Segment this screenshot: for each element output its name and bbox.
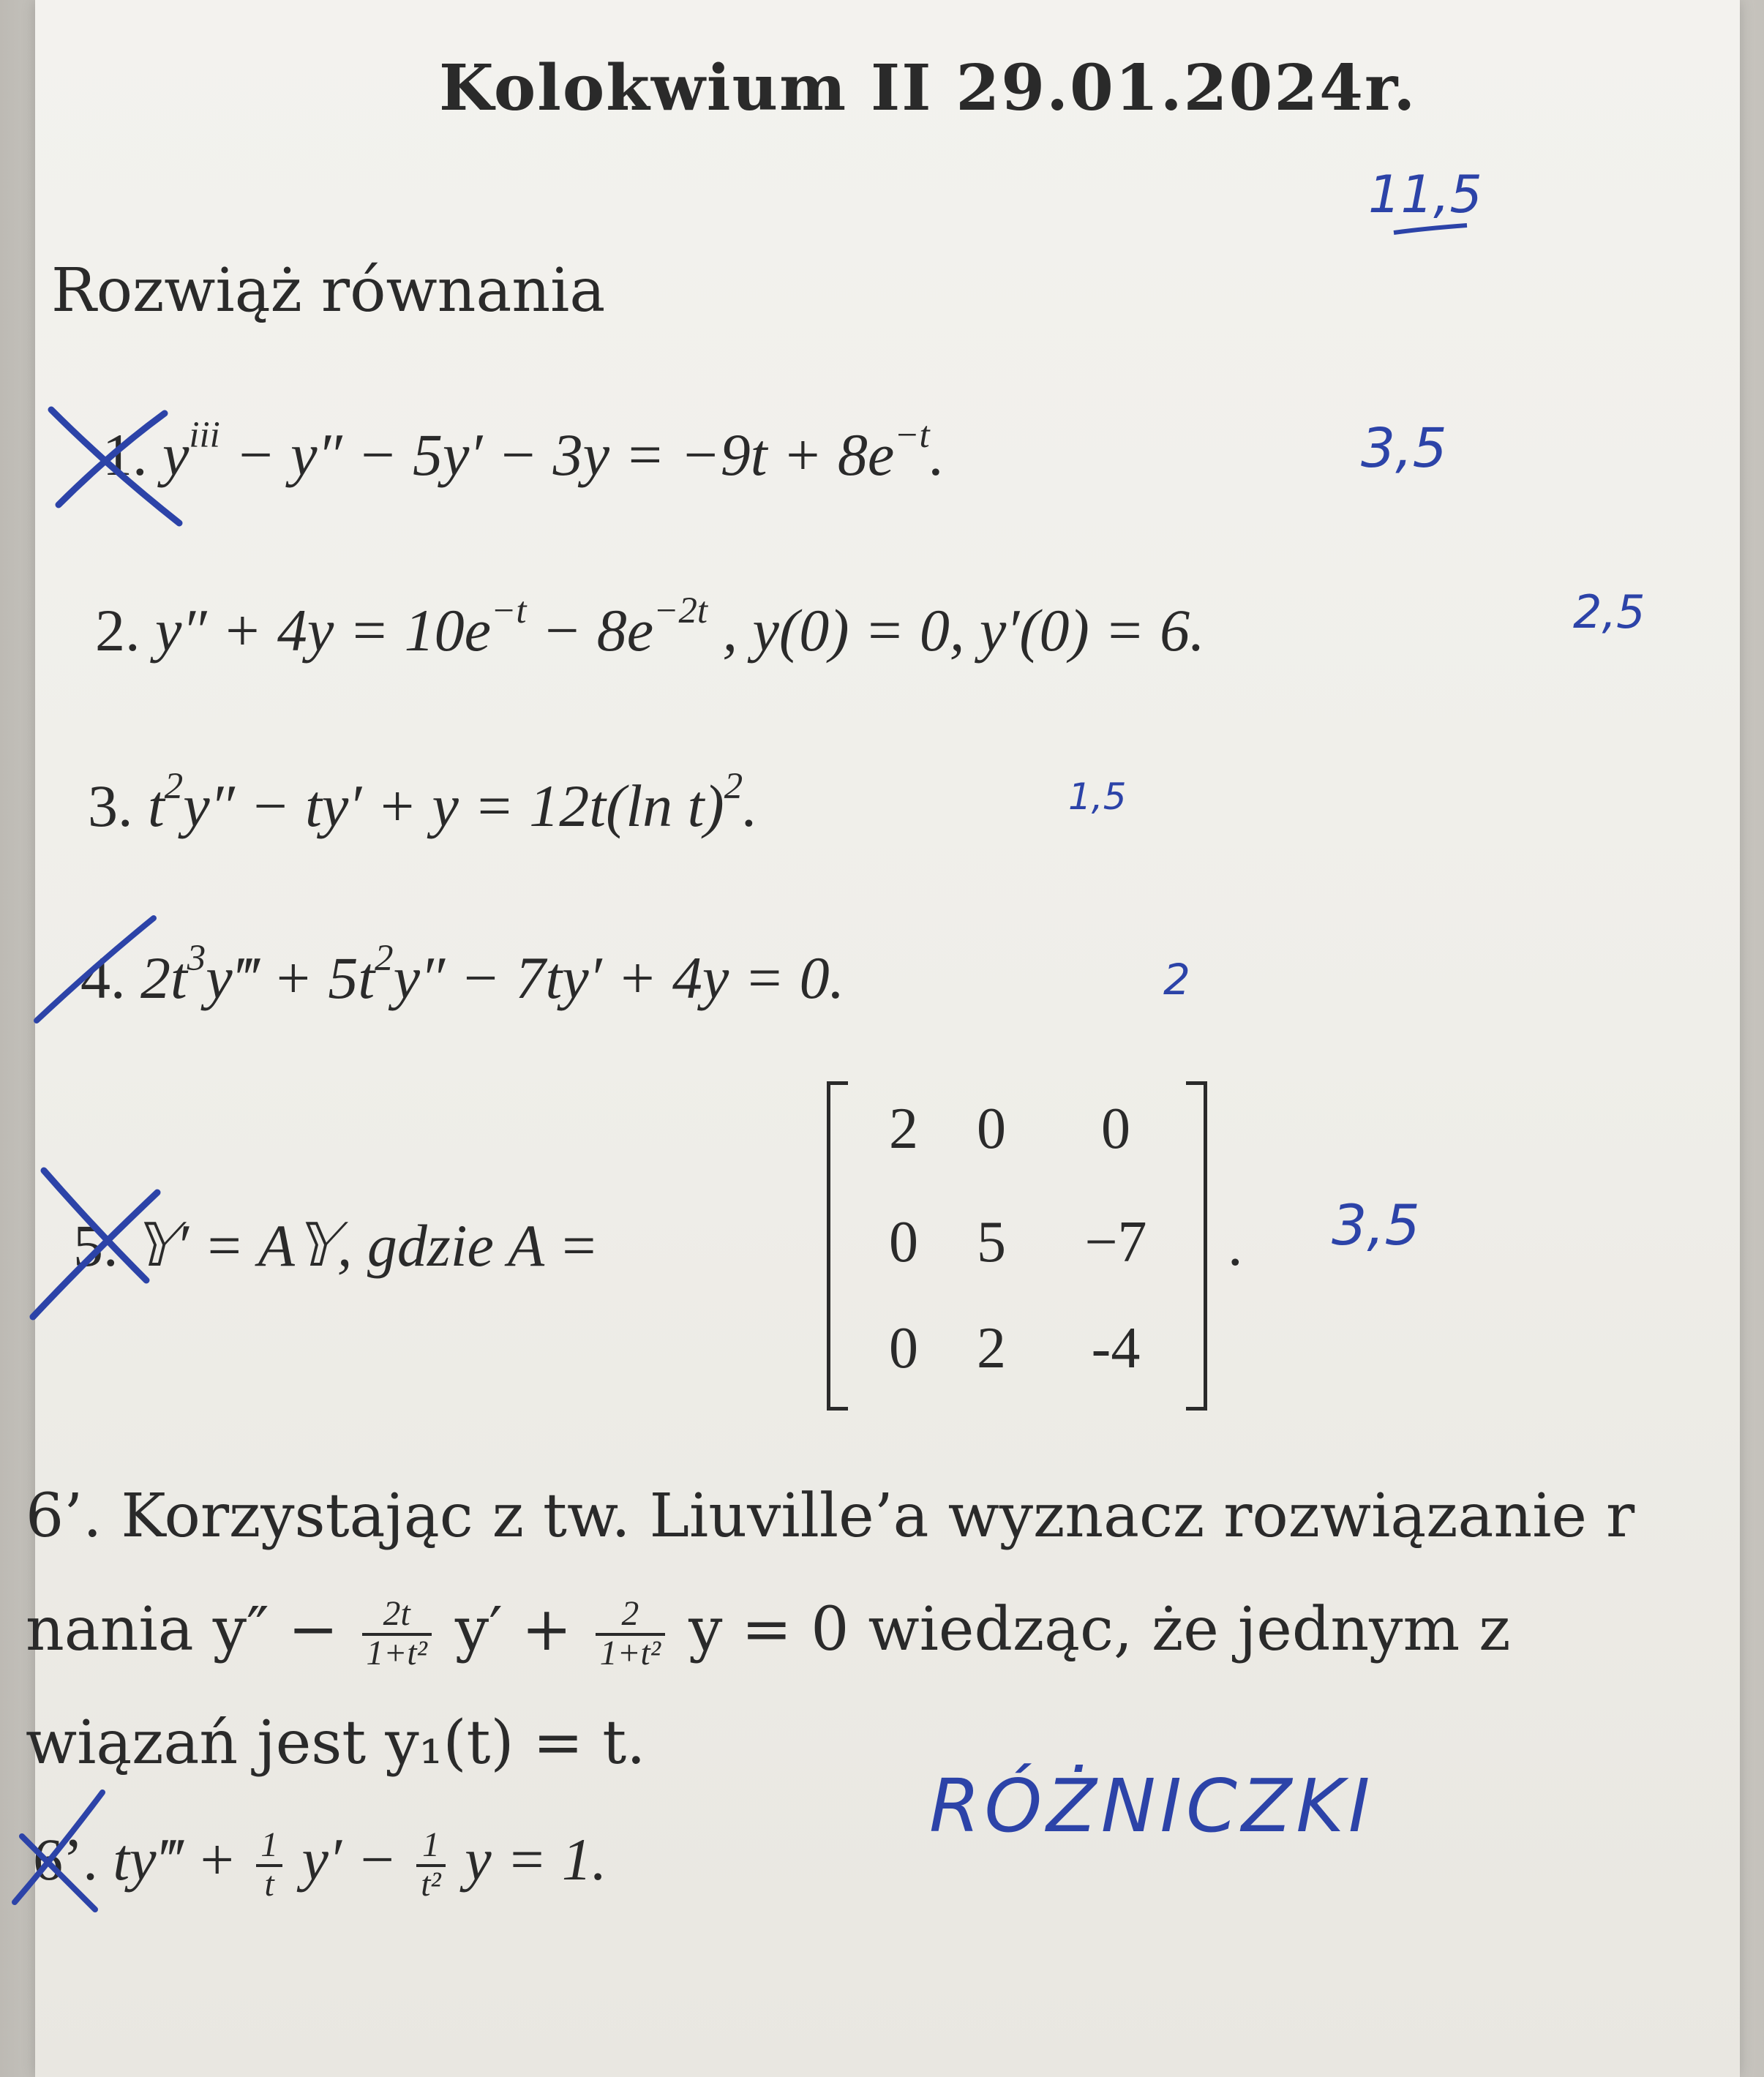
- problem-6-line-2: [26, 1595, 1511, 1672]
- problem-4-sup-b: 2: [375, 936, 394, 978]
- fraction-denominator: t²: [421, 1866, 441, 1904]
- problem-6-line-3: wiązań jest y₁(t) = t.: [26, 1708, 646, 1778]
- problem-5-lhs: 𝕐′ = A𝕐, gdzie A =: [133, 1212, 599, 1279]
- problem-4-eq-a: 2t: [140, 944, 187, 1011]
- problem-3-eq-a: t: [148, 773, 165, 839]
- problem-2-number: 2.: [95, 597, 140, 664]
- fraction-numerator: 1: [256, 1828, 282, 1867]
- problem-7-fraction-2: [416, 1828, 445, 1904]
- problem-2: [95, 589, 1205, 665]
- problem-1-eq-b: − y″ − 5y′ − 3y = −9t + 8e: [219, 421, 895, 488]
- fraction-denominator: 1+t²: [599, 1634, 661, 1672]
- problem-5: [73, 1211, 598, 1280]
- handwritten-score-1: 3,5: [1361, 417, 1447, 480]
- handwritten-note: RÓŻNICZKI: [929, 1763, 1375, 1849]
- fraction-numerator: 2: [596, 1596, 665, 1636]
- handwritten-score-2: 2,5: [1573, 585, 1645, 639]
- problem-2-eq-c: , y(0) = 0, y′(0) = 6.: [708, 597, 1205, 664]
- problem-6-fraction-1: [362, 1596, 432, 1672]
- problem-4-eq-c: y″ − 7ty′ + 4y = 0.: [393, 944, 845, 1011]
- problem-4: [80, 936, 845, 1013]
- problem-5-number: 5.: [73, 1212, 119, 1279]
- problem-1-eq-a: y: [162, 421, 189, 488]
- problem-3-number: 3.: [88, 773, 133, 839]
- problem-1-sup-b: −t: [894, 413, 930, 455]
- problem-1-eq-c: .: [929, 421, 945, 488]
- section-heading: Rozwiąż równania: [51, 256, 606, 326]
- problem-3-sup-b: 2: [724, 765, 743, 806]
- problem-7-number: 6’.: [33, 1826, 98, 1893]
- problem-3: [88, 765, 758, 841]
- problem-3-eq-b: y″ − ty′ + y = 12t(ln t): [183, 773, 724, 839]
- handwritten-total-score: 11,5: [1368, 165, 1482, 225]
- handwritten-score-4: 2: [1163, 955, 1190, 1004]
- problem-3-eq-c: .: [743, 773, 758, 839]
- problem-7-eq-b: y′ −: [301, 1826, 397, 1893]
- problem-6-text-2b: y′ +: [454, 1595, 572, 1664]
- fraction-numerator: 2t: [362, 1596, 432, 1636]
- problem-6-text-2c: y = 0 wiedząc, że jednym z: [688, 1595, 1511, 1664]
- problem-6-line-1: [26, 1481, 1634, 1551]
- matrix-cell: 2: [889, 1097, 918, 1161]
- exam-title: Kolokwium II 29.01.2024r.: [439, 51, 1417, 125]
- handwritten-score-3: 1,5: [1068, 775, 1127, 818]
- matrix-cell: 5: [977, 1210, 1006, 1274]
- problem-3-sup-a: 2: [164, 765, 184, 806]
- problem-4-eq-b: y‴ + 5t: [206, 944, 375, 1011]
- problem-4-sup-a: 3: [187, 936, 206, 978]
- problem-7-fraction-1: [256, 1828, 282, 1904]
- matrix-cell: −7: [1084, 1210, 1147, 1274]
- fraction-numerator: 1: [416, 1828, 445, 1867]
- matrix-cell: 0: [889, 1316, 918, 1381]
- handwritten-score-5: 3,5: [1332, 1193, 1420, 1258]
- matrix-right-bracket: [1186, 1081, 1207, 1411]
- problem-6-text-1: Korzystając z tw. Liuville’a wyznacz rozwiązanie r: [121, 1481, 1635, 1551]
- matrix-cell: 0: [977, 1097, 1006, 1161]
- problem-6-fraction-2: [596, 1596, 665, 1672]
- problem-1-number: 1.: [102, 421, 148, 488]
- problem-7-eq-a: ty‴ +: [113, 1826, 237, 1893]
- matrix-cell: 2: [977, 1316, 1006, 1381]
- matrix-cell: 0: [889, 1210, 918, 1274]
- problem-6-number: 6’.: [26, 1481, 102, 1551]
- matrix-cell: 0: [1101, 1097, 1130, 1161]
- problem-5-period: .: [1229, 1212, 1245, 1278]
- matrix-left-bracket: [827, 1081, 848, 1411]
- matrix-a: [827, 1081, 1207, 1403]
- fraction-denominator: t: [264, 1866, 274, 1904]
- fraction-denominator: 1+t²: [366, 1634, 427, 1672]
- problem-2-sup-a: −t: [491, 589, 527, 631]
- problem-2-eq-b: − 8e: [526, 597, 654, 664]
- problem-6-text-2a: nania y″ −: [26, 1595, 339, 1664]
- problem-1-sup-a: iii: [189, 413, 220, 455]
- matrix-cell: -4: [1091, 1316, 1141, 1381]
- problem-1: [102, 413, 945, 489]
- problem-2-eq-a: y″ + 4y = 10e: [155, 597, 492, 664]
- problem-7-eq-c: y = 1.: [465, 1826, 607, 1893]
- problem-4-number: 4.: [80, 944, 126, 1011]
- problem-7: [33, 1825, 607, 1904]
- problem-2-sup-b: −2t: [653, 589, 708, 631]
